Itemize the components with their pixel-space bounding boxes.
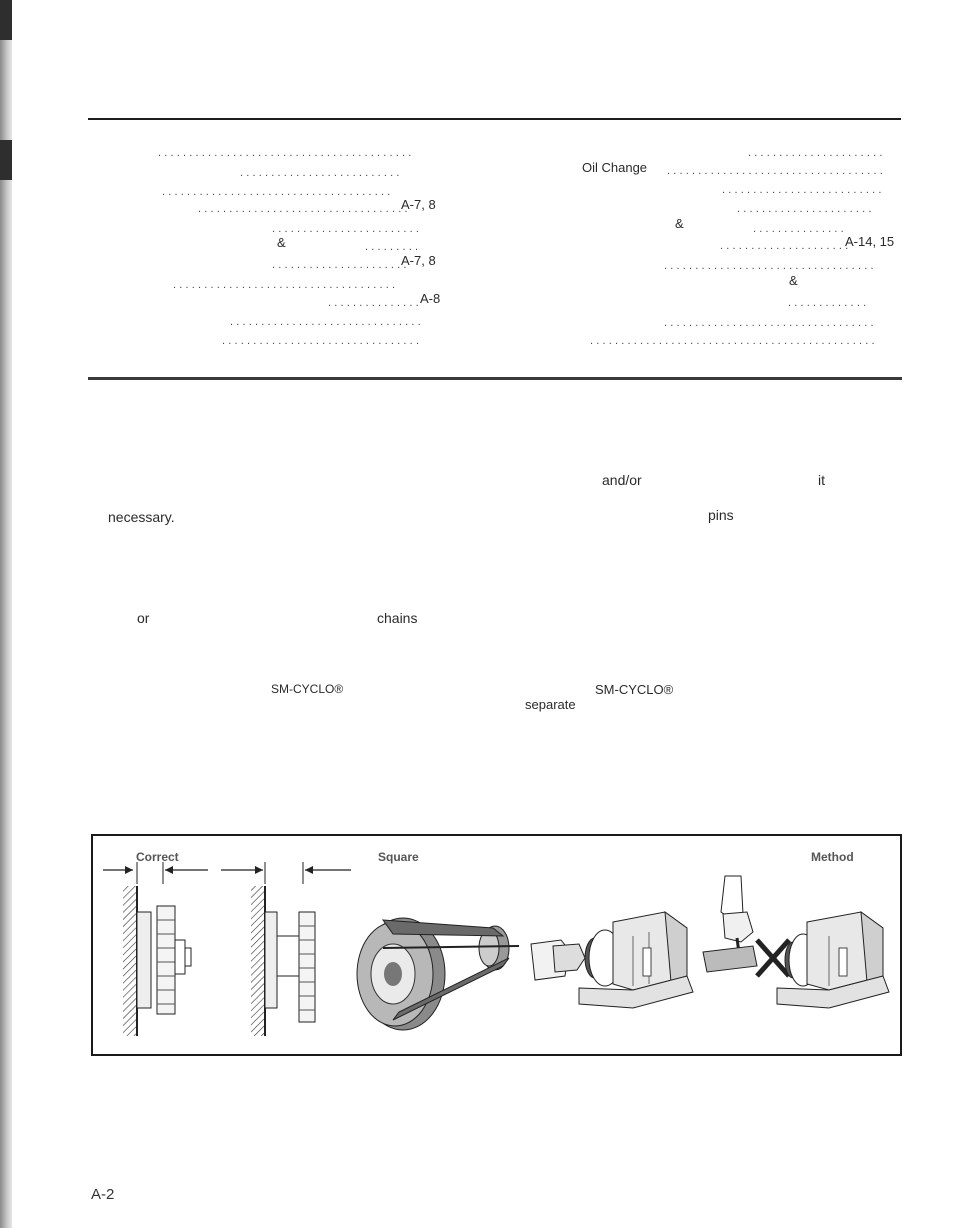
toc-leader: ..................... (720, 240, 852, 252)
toc-leader: ................................... (667, 165, 886, 177)
label-method: Method (811, 850, 854, 864)
toc-entry-oil-change: Oil Change (582, 160, 648, 175)
label-square: Square (378, 850, 419, 864)
body-text-chains: chains (377, 610, 418, 626)
correct-method-drawing (531, 912, 693, 1008)
toc-leader: ................................ (222, 335, 423, 347)
toc-leader: ............... (328, 297, 422, 309)
toc-page-number: A-8 (420, 291, 441, 306)
toc-leader: ..................................... (162, 186, 394, 198)
body-text-or: or (137, 610, 150, 626)
toc-leader: .................................. (664, 317, 877, 329)
body-text-it: it (818, 472, 825, 488)
sprocket-incorrect-drawing (221, 862, 351, 1036)
toc-leader: .................................. (198, 203, 411, 215)
toc-leader: ............................... (230, 316, 424, 328)
body-text-and-or: and/or (602, 472, 642, 488)
figure-illustrations (93, 836, 900, 1054)
toc-leader: .............................................. (590, 335, 878, 347)
toc-page-number: A-7, 8 (401, 253, 436, 268)
incorrect-method-drawing (703, 876, 889, 1008)
binding-edge (0, 0, 12, 1228)
body-text-pins: pins (708, 507, 734, 523)
v-belt-pulley-drawing (357, 918, 519, 1030)
product-name: SM-CYCLO® (595, 682, 674, 697)
toc-bottom-rule (88, 377, 902, 380)
sprocket-correct-drawing (103, 862, 208, 1036)
toc-leader: ............. (788, 297, 870, 309)
toc-leader: ......... (365, 241, 422, 253)
toc-page-number: A-7, 8 (401, 197, 436, 212)
toc-leader: .......................... (722, 184, 885, 196)
product-name: SM-CYCLO® (271, 682, 344, 696)
toc-top-rule (88, 118, 901, 120)
toc-ampersand: & (789, 273, 798, 288)
toc-leader: .......................... (240, 167, 403, 179)
toc-leader: ...................... (272, 259, 410, 271)
toc-ampersand: & (675, 216, 684, 231)
installation-figure (91, 834, 902, 1056)
toc-leader: .................................... (173, 279, 399, 291)
toc-leader: .................................. (664, 260, 877, 272)
toc-leader: ...................... (737, 203, 875, 215)
binding-mark-top (0, 0, 12, 40)
toc-leader: ............... (753, 223, 847, 235)
toc-leader: ........................ (272, 223, 423, 235)
toc-page-number: A-14, 15 (845, 234, 895, 249)
body-text-separate: separate (525, 697, 576, 712)
body-text-necessary: necessary. (108, 509, 175, 525)
toc-ampersand: & (277, 235, 286, 250)
toc-leader: ...................... (748, 147, 886, 159)
page-number: A-2 (91, 1186, 115, 1203)
binding-mark-middle (0, 140, 12, 180)
label-correct: Correct (136, 850, 179, 864)
toc-leader: ......................................... (158, 147, 415, 159)
